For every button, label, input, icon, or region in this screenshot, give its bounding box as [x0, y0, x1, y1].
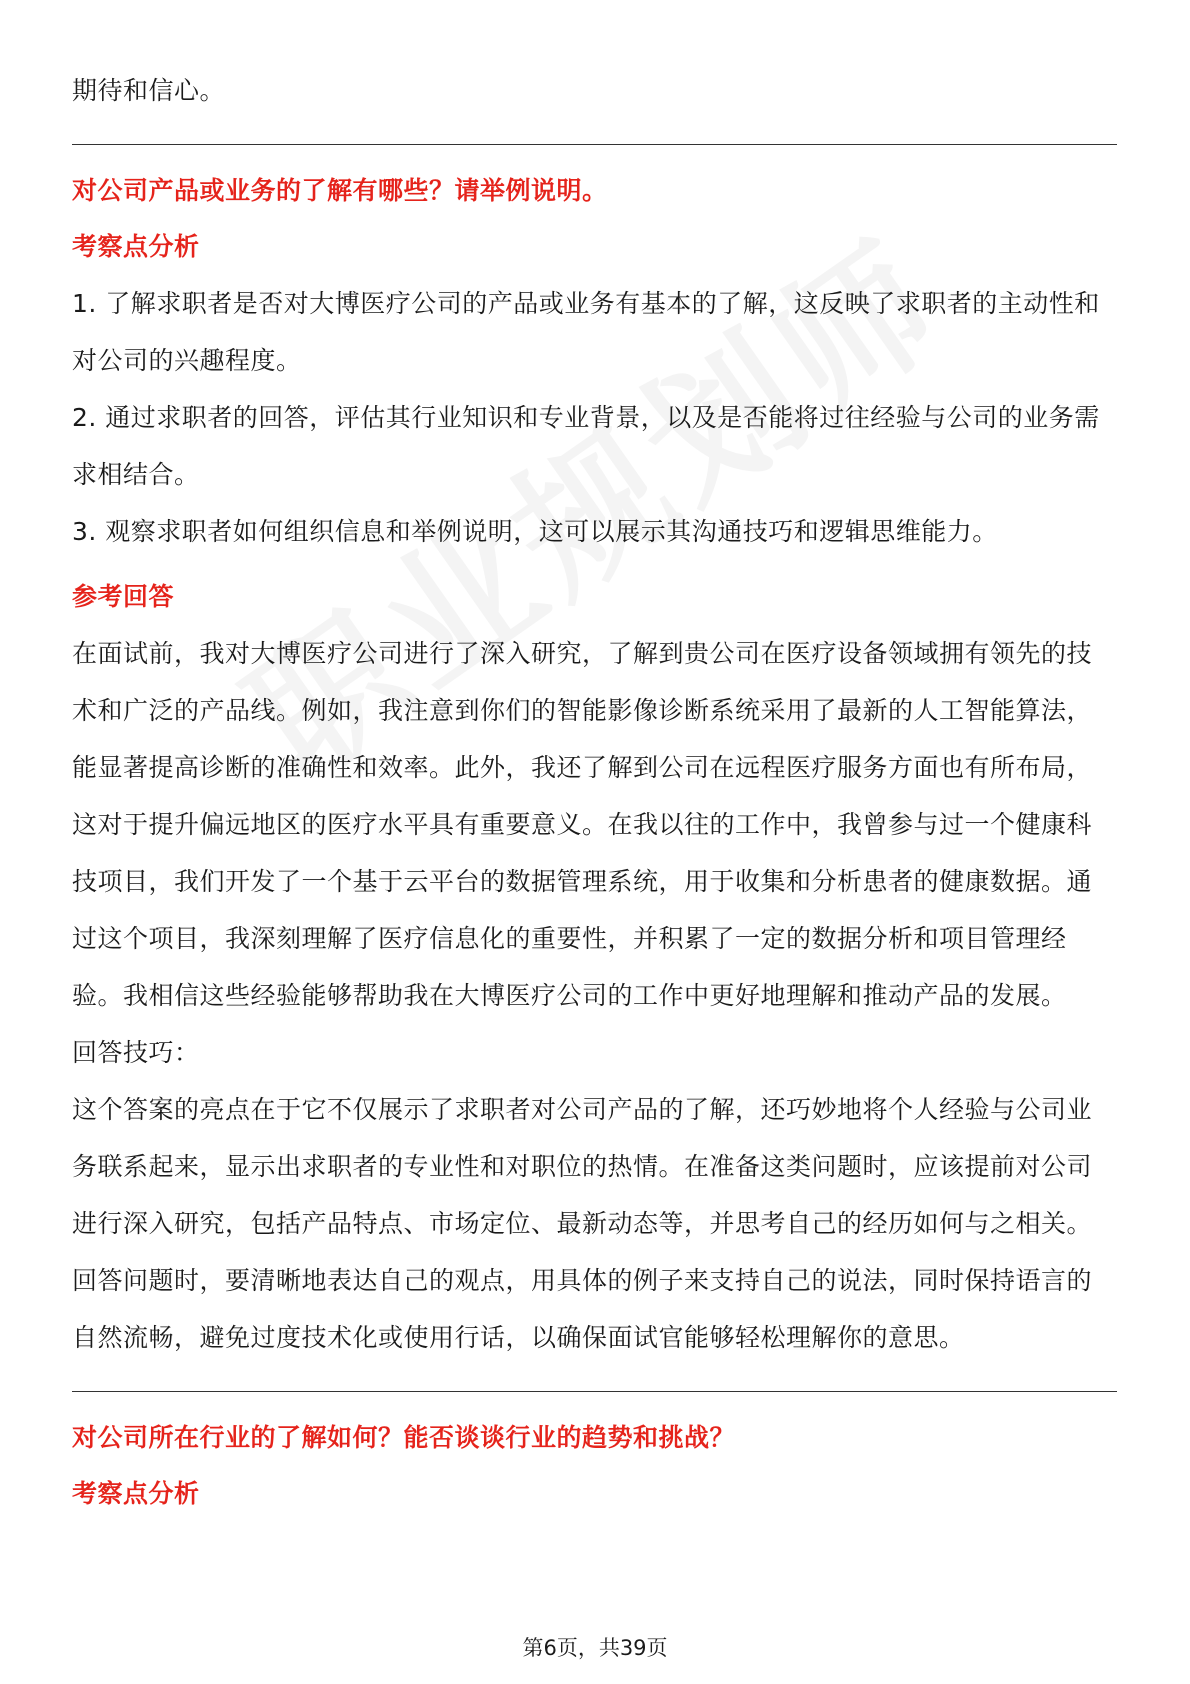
- section-divider: [72, 144, 1117, 145]
- section-divider: [72, 1391, 1117, 1392]
- page-number-footer: 第6页，共39页: [522, 1636, 668, 1660]
- q1-tips-text: 这个答案的亮点在于它不仅展示了求职者对公司产品的了解，还巧妙地将个人经验与公司业务联系起来，显示出求职者的专业性和对职位的热情。在准备这类问题时，应该提前对公司进行深入研究，包括产品特点、市场定位、最新动态等，并思考自己的经历如何与之相关。回答问题时，要清晰地表达自己的观点，用具体的例子来支持自己的说法，同时保持语言的自然流畅，避免过度技术化或使用行话，以确保面试官能够轻松理解你的意思。: [72, 1095, 1093, 1352]
- document-page: [72, 62, 1117, 1522]
- q1-answer-heading: 参考回答: [72, 582, 175, 611]
- question-2-title: 对公司所在行业的了解如何？能否谈谈行业的趋势和挑战？: [72, 1423, 736, 1452]
- q1-reference-answer: 在面试前，我对大博医疗公司进行了深入研究，了解到贵公司在医疗设备领域拥有领先的技术和广泛的产品线。例如，我注意到你们的智能影像诊断系统采用了最新的人工智能算法，能显著提高诊断的准确性和效率。此外，我还了解到公司在远程医疗服务方面也有所布局，这对于提升偏远地区的医疗水平具有重要意义。在我以往的工作中，我曾参与过一个健康科技项目，我们开发了一个基于云平台的数据管理系统，用于收集和分析患者的健康数据。通过这个项目，我深刻理解了医疗信息化的重要性，并积累了一定的数据分析和项目管理经验。我相信这些经验能够帮助我在大博医疗公司的工作中更好地理解和推动产品的发展。: [72, 639, 1093, 1010]
- q1-analysis-point-3: 3. 观察求职者如何组织信息和举例说明，这可以展示其沟通技巧和逻辑思维能力。: [72, 517, 998, 546]
- q1-analysis-heading: 考察点分析: [72, 232, 200, 261]
- q1-tips-label: 回答技巧：: [72, 1038, 200, 1067]
- question-1-title: 对公司产品或业务的了解有哪些？请举例说明。: [72, 176, 608, 205]
- q1-analysis-point-2: 2. 通过求职者的回答，评估其行业知识和专业背景，以及是否能将过往经验与公司的业务需求相结合。: [72, 403, 1100, 489]
- previous-answer-tail: 期待和信心。: [72, 76, 226, 105]
- q2-analysis-heading: 考察点分析: [72, 1479, 200, 1508]
- q1-analysis-point-1: 1. 了解求职者是否对大博医疗公司的产品或业务有基本的了解，这反映了求职者的主动性和对公司的兴趣程度。: [72, 289, 1100, 375]
